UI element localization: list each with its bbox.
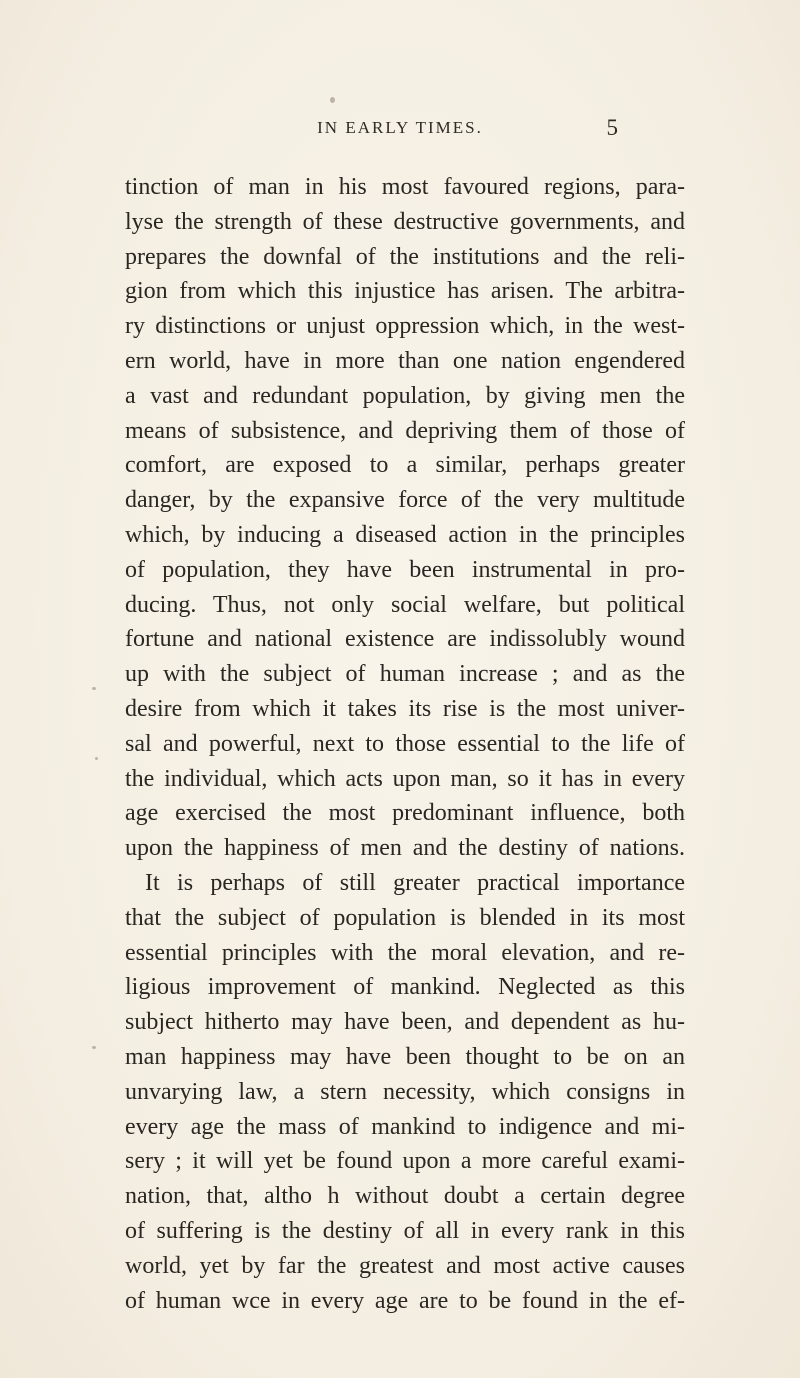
text-line: nation, that, altho h without doubt a certain degree xyxy=(125,1183,685,1210)
text-line: sery ; it will yet be found upon a more careful exami- xyxy=(125,1148,685,1175)
text-line: age exercised the most predominant influence, both xyxy=(125,800,685,827)
text-line: means of subsistence, and depriving them of those of xyxy=(125,417,685,444)
text-line: gion from which this injustice has arisen. The arbitra- xyxy=(125,278,685,305)
text-line: comfort, are exposed to a similar, perhaps greater xyxy=(125,452,685,479)
body-text xyxy=(125,170,685,1318)
text-line: of population, they have been instrumental in pro- xyxy=(125,556,685,583)
text-line: which, by inducing a diseased action in the principles xyxy=(125,521,685,548)
text-line: ducing. Thus, not only social welfare, but political xyxy=(125,591,685,618)
text-line: tinction of man in his most favoured regions, para- xyxy=(125,174,685,200)
text-line: every age the mass of mankind to indigence and mi- xyxy=(125,1113,685,1140)
text-line: ern world, have in more than one nation engendered xyxy=(125,347,685,374)
text-line: danger, by the expansive force of the very multitude xyxy=(125,487,685,514)
text-line: of human wce in every age are to be found in the ef- xyxy=(125,1287,685,1314)
text-line: that the subject of population is blended in its most xyxy=(125,904,685,931)
text-line: subject hitherto may have been, and dependent as hu- xyxy=(125,1009,685,1036)
page-number: 5 xyxy=(606,115,618,140)
running-head: IN EARLY TIMES. xyxy=(317,118,483,137)
text-line: essential principles with the moral elevation, and re- xyxy=(125,939,685,966)
page-header xyxy=(0,115,800,148)
text-line: upon the happiness of men and the destiny of nations. xyxy=(125,835,685,862)
ink-speck xyxy=(95,757,98,760)
text-line: ry distinctions or unjust oppression which, in the west- xyxy=(125,313,685,340)
text-line: fortune and national existence are indissolubly wound xyxy=(125,626,685,653)
text-line: desire from which it takes its rise is the most univer- xyxy=(125,695,685,722)
text-line: unvarying law, a stern necessity, which consigns in xyxy=(125,1078,685,1105)
text-line: the individual, which acts upon man, so it has in every xyxy=(125,765,685,792)
text-line: a vast and redundant population, by giving men the xyxy=(125,382,685,409)
text-line: sal and powerful, next to those essential to the life of xyxy=(125,730,685,757)
text-line: world, yet by far the greatest and most active causes xyxy=(125,1252,685,1279)
text-line: lyse the strength of these destructive governments, and xyxy=(125,208,685,235)
text-line: prepares the downfal of the institutions and the reli- xyxy=(125,243,685,270)
text-line: of suffering is the destiny of all in every rank in this xyxy=(125,1217,685,1244)
ink-speck xyxy=(330,97,335,103)
ink-speck xyxy=(92,1046,96,1049)
text-line: up with the subject of human increase ; and as the xyxy=(125,661,685,688)
text-line: ligious improvement of mankind. Neglected as this xyxy=(125,974,685,1001)
ink-speck xyxy=(92,687,96,690)
paragraph-start-line: It is perhaps of still greater practical importance xyxy=(145,869,685,896)
text-line: man happiness may have been thought to be on an xyxy=(125,1043,685,1070)
